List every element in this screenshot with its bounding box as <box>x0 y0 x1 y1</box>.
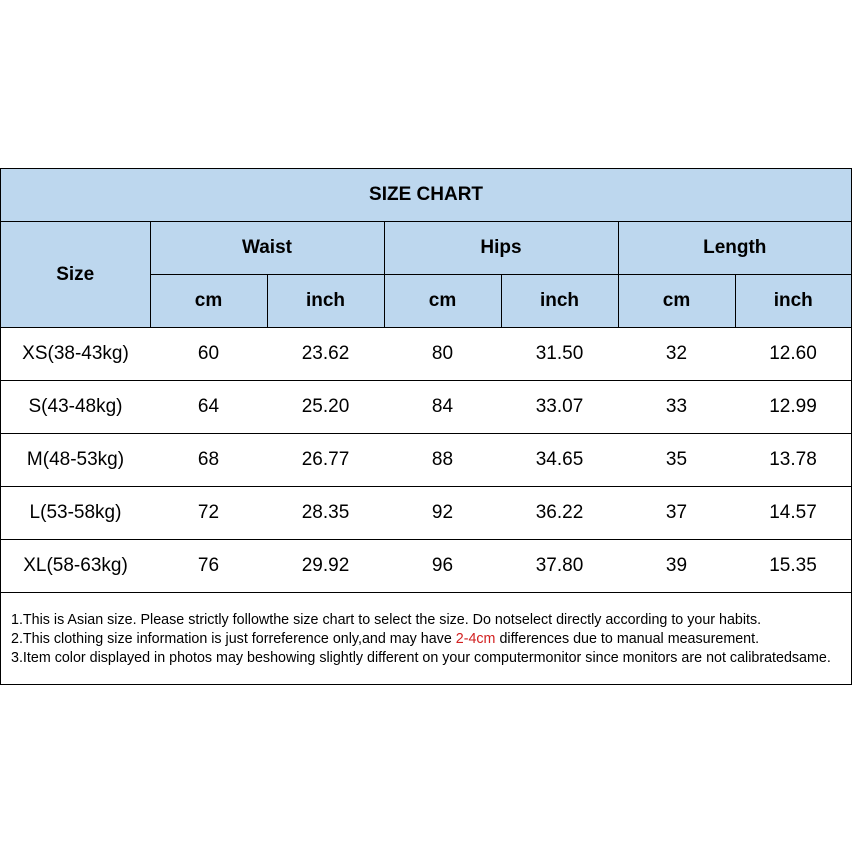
size-notes <box>1 593 851 668</box>
table-row <box>1 381 851 434</box>
waist-inch-cell: 26.77 <box>267 434 384 487</box>
length-inch-cell: 12.99 <box>735 381 851 434</box>
size-chart <box>0 168 852 685</box>
note-line-2-tail: differences due to manual measurement. <box>495 631 760 647</box>
hips-header: Hips <box>384 222 618 275</box>
table-row <box>1 487 851 540</box>
note-line-3: 3.Item color displayed in photos may beshowing slightly different on your computermonitor since monitors are not calibratedsame. <box>11 650 831 666</box>
length-cm-cell: 35 <box>618 434 735 487</box>
length-inch-cell: 14.57 <box>735 487 851 540</box>
note-line-2 <box>11 630 851 649</box>
waist-cm-cell: 64 <box>150 381 267 434</box>
size-cell: M(48-53kg) <box>1 434 150 487</box>
size-column-header: Size <box>1 222 150 328</box>
length-cm-cell: 32 <box>618 328 735 381</box>
size-cell: S(43-48kg) <box>1 381 150 434</box>
length-cm-cell: 39 <box>618 540 735 593</box>
hips-cm-cell: 92 <box>384 487 501 540</box>
hips-inch-cell: 37.80 <box>501 540 618 593</box>
size-cell: XL(58-63kg) <box>1 540 150 593</box>
waist-cm-cell: 60 <box>150 328 267 381</box>
waist-header: Waist <box>150 222 384 275</box>
hips-inch-cell: 34.65 <box>501 434 618 487</box>
waist-cm-cell: 72 <box>150 487 267 540</box>
chart-title: SIZE CHART <box>1 169 851 222</box>
waist-cm-header: cm <box>150 275 267 328</box>
waist-inch-header: inch <box>267 275 384 328</box>
waist-cm-cell: 76 <box>150 540 267 593</box>
waist-inch-cell: 23.62 <box>267 328 384 381</box>
hips-cm-cell: 84 <box>384 381 501 434</box>
hips-inch-cell: 31.50 <box>501 328 618 381</box>
hips-inch-cell: 36.22 <box>501 487 618 540</box>
length-cm-cell: 37 <box>618 487 735 540</box>
hips-inch-header: inch <box>501 275 618 328</box>
table-row <box>1 540 851 593</box>
note-highlight: 2-4cm <box>455 631 496 647</box>
waist-cm-cell: 68 <box>150 434 267 487</box>
note-line-1: 1.This is Asian size. Please strictly followthe size chart to select the size. Do notselect directly according to your habits. <box>11 612 762 628</box>
size-cell: L(53-58kg) <box>1 487 150 540</box>
length-header: Length <box>618 222 851 275</box>
length-cm-header: cm <box>618 275 735 328</box>
hips-cm-header: cm <box>384 275 501 328</box>
waist-inch-cell: 25.20 <box>267 381 384 434</box>
hips-cm-cell: 88 <box>384 434 501 487</box>
length-inch-cell: 13.78 <box>735 434 851 487</box>
hips-inch-cell: 33.07 <box>501 381 618 434</box>
length-inch-cell: 12.60 <box>735 328 851 381</box>
length-cm-cell: 33 <box>618 381 735 434</box>
length-inch-cell: 15.35 <box>735 540 851 593</box>
table-row <box>1 328 851 381</box>
note-line-2-text: 2.This clothing size information is just forreference only,and may have <box>11 631 456 647</box>
waist-inch-cell: 29.92 <box>267 540 384 593</box>
waist-inch-cell: 28.35 <box>267 487 384 540</box>
table-row <box>1 434 851 487</box>
hips-cm-cell: 80 <box>384 328 501 381</box>
size-cell: XS(38-43kg) <box>1 328 150 381</box>
size-table <box>1 169 851 593</box>
length-inch-header: inch <box>735 275 851 328</box>
hips-cm-cell: 96 <box>384 540 501 593</box>
